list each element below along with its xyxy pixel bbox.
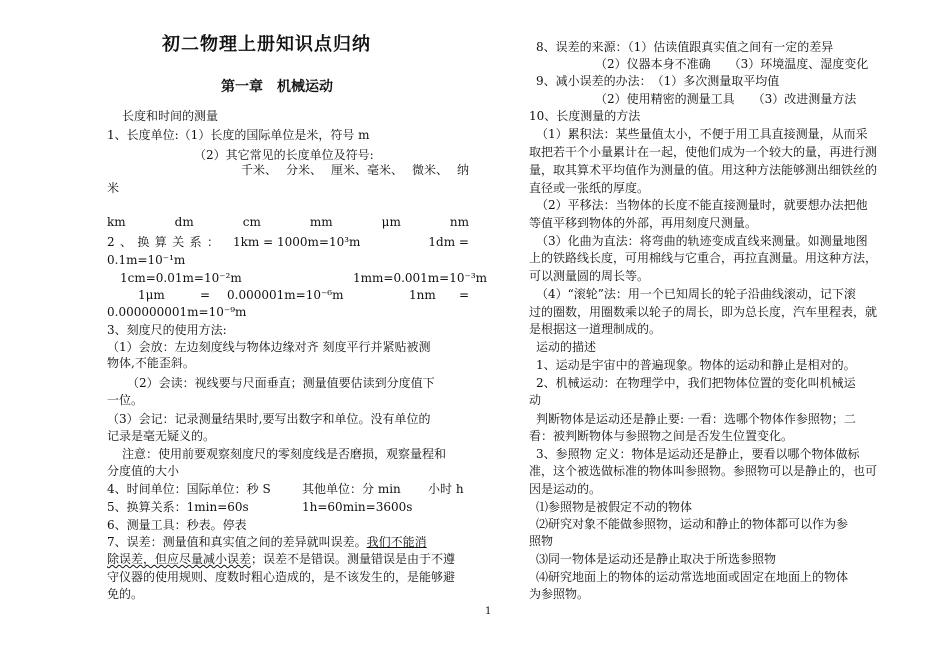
- document-title: 初二物理上册知识点归纳: [162, 34, 371, 55]
- label-char: 2: [107, 235, 115, 249]
- time-conversion-row: [107, 499, 413, 515]
- unit-symbol: km: [107, 215, 126, 229]
- conversion-dm-value: 0.1m=10⁻¹m: [107, 253, 186, 267]
- page-number: 1: [485, 606, 492, 617]
- error-line-2: [107, 551, 455, 567]
- time-conv-min: 5、换算关系：1min=60s: [107, 500, 249, 514]
- time-unit-other: 其他单位：分 min: [302, 482, 401, 496]
- error-definition: 7、误差：测量值和真实值之间的差异就叫误差。: [107, 535, 367, 549]
- unit-cn: 纳: [456, 163, 469, 177]
- label-char: 关: [172, 235, 185, 249]
- unit-symbol: μm: [381, 215, 401, 229]
- ruler-read-2: 一位。: [107, 393, 144, 407]
- note-2: 分度值的大小: [107, 464, 180, 478]
- units-chinese-row: [241, 162, 469, 178]
- method-2-a: （2）平移法：当物体的长度不能直接测量时，就要想办法把他: [536, 198, 868, 212]
- other-units-line: （2）其它常见的长度单位及符号:: [194, 148, 374, 162]
- method-1-c: 量，取其算术平均值作为测量的值。用这种方法能够测出细铁丝的: [529, 163, 878, 177]
- method-1-b: 取把若干个小量累计在一起，使他们成为一个较大的量，再进行测: [529, 145, 878, 159]
- motion-2-b: 动: [529, 393, 542, 407]
- method-1-a: （1）累积法：某些量值太小，不便于用工具直接测量，从而采: [536, 127, 868, 141]
- reference-point-1: ⑴参照物是被假定不动的物体: [536, 500, 693, 514]
- chapter-heading: 第一章 机械运动: [221, 79, 333, 95]
- note-1: 注意：使用前要观察刻度尺的零刻度线是否磨损，观察量程和: [122, 447, 447, 461]
- conversion-row: [107, 234, 469, 250]
- reference-point-4a: ⑷研究地面上的物体的运动常选地面或固定在地面上的物体: [536, 570, 849, 584]
- error-reduce-2: （2）使用精密的测量工具 （3）改进测量方法: [595, 92, 857, 106]
- conversion-um: 1μm: [138, 288, 165, 302]
- reference-point-4b: 为参照物。: [529, 587, 590, 601]
- unit-cn: 厘米、毫米、: [330, 163, 403, 177]
- method-2-b: 等值平移到物体的外部，再用刻度尺测量。: [529, 216, 758, 230]
- conversion-cm: 1cm=0.01m=10⁻²m: [120, 271, 242, 285]
- conversion-mm: 1mm=0.001m=10⁻³m: [353, 271, 488, 285]
- label-char: 算: [154, 235, 167, 249]
- equals-sign: =: [200, 288, 211, 302]
- length-unit-line: 1、长度单位:（1）长度的国际单位是米，符号 m: [107, 128, 370, 142]
- error-source-1: 8、误差的来源：（1）估读值跟真实值之间有一定的差异: [536, 40, 834, 54]
- reference-c: 因是运动的。: [529, 482, 602, 496]
- label-char: 换: [137, 235, 150, 249]
- method-4-c: 是根据这一道理制成的。: [529, 322, 662, 336]
- error-line-1: [107, 534, 427, 550]
- error-source-2: （2）仪器本身不准确 （3）环境温度、湿度变化: [595, 57, 869, 71]
- unit-symbol: mm: [309, 215, 333, 229]
- method-3-b: 上的铁路线长度，可用棉线与它重合，再拉直测量。用这种方法，: [529, 251, 878, 265]
- motion-1: 1、运动是宇宙中的普遍现象。物体的运动和静止是相对的。: [536, 358, 856, 372]
- units-chinese-wrap: 米: [107, 181, 120, 195]
- ruler-place-2: 物体,不能歪斜。: [107, 356, 195, 370]
- error-reduce-1: 9、减小误差的办法： （1）多次测量取平均值: [536, 74, 780, 88]
- error-line-4: 免的。: [107, 587, 144, 601]
- method-4-a: （4）“滚轮”法：用一个已知周长的轮子沿曲线滚动，记下滚: [536, 287, 856, 301]
- units-symbol-row: [107, 214, 469, 230]
- unit-symbol: nm: [449, 215, 469, 229]
- motion-heading: 运动的描述: [536, 340, 597, 354]
- unit-cn: 千米、: [241, 163, 278, 177]
- reference-a: 3、参照物 定义：物体是运动还是静止，要看以哪个物体做标: [536, 447, 860, 461]
- reference-point-2b: 照物: [529, 534, 554, 548]
- conversion-nm-value: 0.000000001m=10⁻⁹m: [107, 305, 247, 319]
- conversion-km: 1km = 1000m=10³m: [233, 235, 361, 249]
- unit-symbol: dm: [174, 215, 194, 229]
- conversion-nm: 1nm: [409, 288, 436, 302]
- motion-2-a: 2、机械运动：在物理学中，我们把物体位置的变化叫机械运: [536, 376, 856, 390]
- unit-cn: 分米、: [285, 163, 322, 177]
- ruler-record-2: 记录是毫无疑义的。: [107, 429, 216, 443]
- time-unit-row: [107, 481, 469, 497]
- label-char: 系: [189, 235, 202, 249]
- section-heading: 长度和时间的测量: [122, 109, 219, 123]
- conversion-um-value: 0.000001m=10⁻⁶m: [227, 288, 344, 302]
- unit-symbol: cm: [242, 215, 261, 229]
- unit-cn: 微米、: [411, 163, 448, 177]
- time-conv-hour: 1h=60min=3600s: [302, 500, 413, 514]
- ruler-place-1: （1）会放：左边刻度线与物体边缘对齐 刻度平行并紧贴被测: [107, 340, 431, 354]
- ruler-read-1: （2）会读：视线要与尺面垂直；测量值要估读到分度值下: [127, 376, 435, 390]
- ruler-record-1: （3）会记：记录测量结果时,要写出数字和单位。没有单位的: [107, 412, 431, 426]
- judge-a: 判断物体是运动还是静止要: 一看：选哪个物体作参照物；二: [536, 412, 856, 426]
- error-line-3: 守仪器的使用规则、度数时粗心造成的，是不该发生的，是能够避: [107, 570, 456, 584]
- label-char: 、: [120, 235, 133, 249]
- equals-sign: =: [458, 288, 469, 302]
- time-unit-hour: 小时 h: [428, 482, 464, 496]
- error-text: ；误差不是错误。测量错误是由于不遵: [251, 552, 456, 566]
- method-3-c: 可以测量圆的周长等。: [529, 269, 650, 283]
- label-char: ：: [206, 235, 219, 249]
- method-3-a: （3）化曲为直法：将弯曲的轨迹变成直线来测量。如测量地图: [536, 234, 868, 248]
- method-1-d: 直径或一张纸的厚度。: [529, 181, 650, 195]
- method-4-b: 过的圈数，用圈数乘以轮子的周长，即为总长度，汽车里程表，就: [529, 305, 878, 319]
- reference-point-2a: ⑵研究对象不能做参照物，运动和静止的物体都可以作为参: [536, 517, 849, 531]
- error-emphasis: 我们不能消: [366, 535, 427, 549]
- ruler-heading: 3、刻度尺的使用方法:: [107, 323, 227, 337]
- error-emphasis: 除误差，但应尽量减小误差: [107, 552, 252, 566]
- method-heading: 10、长度测量的方法: [529, 109, 641, 123]
- reference-point-3: ⑶同一物体是运动还是静止取决于所选参照物: [536, 552, 777, 566]
- time-unit-si: 4、时间单位：国际单位：秒 S: [107, 482, 271, 496]
- reference-b: 准，这个被选做标准的物体叫参照物。参照物可以是静止的，也可: [529, 464, 878, 478]
- judge-b: 看：被判断物体与参照物之间是否发生位置变化。: [529, 429, 794, 443]
- conversion-dm: 1dm =: [428, 235, 469, 249]
- time-tools: 6、测量工具：秒表。停表: [107, 518, 247, 532]
- conversion-label: [107, 234, 219, 250]
